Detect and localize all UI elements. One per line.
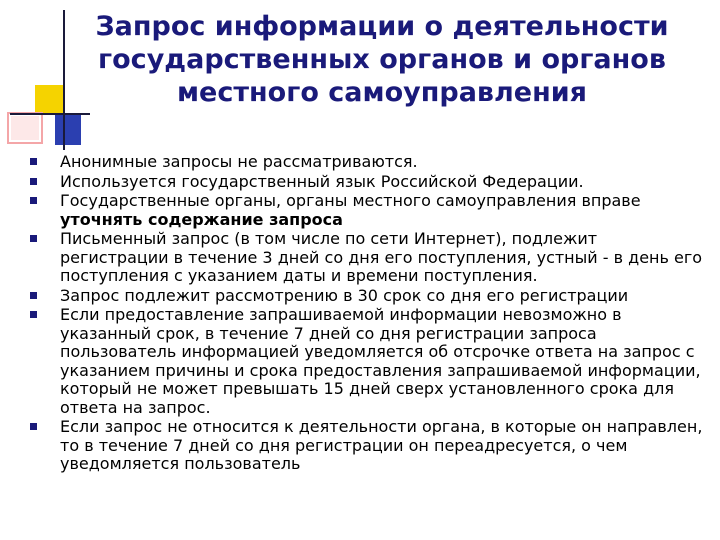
list-item: [28, 230, 710, 286]
title-line: государственных органов и органов: [98, 44, 666, 75]
title-line: местного самоуправления: [176, 77, 588, 108]
slide-title: [62, 10, 702, 109]
list-item-text: Если запрос не относится к деятельности органа, в которые он направлен, то в течение 7 дней со дня регистрации он переадресуется, о чем уведомляется пользователь: [60, 417, 703, 473]
yellow-square: [35, 85, 65, 115]
list-item-text: Письменный запрос (в том числе по сети Интернет), подлежит регистрации в течение 3 дней со дня его поступления, устный - в день его поступления с указанием даты и времени поступления.: [60, 229, 703, 285]
list-item-text: Анонимные запросы не рассматриваются.: [60, 152, 418, 171]
square-bullet-icon: [30, 311, 37, 318]
square-bullet-icon: [30, 423, 37, 430]
list-item-text: Если предоставление запрашиваемой информации невозможно в указанный срок, в течение 7 дней со дня регистрации запроса пользователь информацией уведомляется об отсрочке ответа на запрос с указанием причины и срока предоставления запрашиваемой информации, который не может превышать 15 дней сверх установленного срока для ответа на запрос.: [60, 305, 701, 417]
list-item-text: Государственные органы, органы местного самоуправления вправе: [60, 191, 641, 210]
list-item: [28, 173, 710, 192]
square-bullet-icon: [30, 178, 37, 185]
list-item-text: Запрос подлежит рассмотрению в 30 срок со дня его регистрации: [60, 285, 629, 305]
blue-square: [55, 115, 81, 145]
list-item: [28, 418, 710, 474]
bullet-list: [28, 153, 710, 474]
list-item: [28, 287, 710, 306]
red-square-inner: [11, 116, 39, 140]
square-bullet-icon: [30, 235, 37, 242]
title-line: Запрос информации о деятельности: [95, 11, 669, 42]
square-bullet-icon: [30, 197, 37, 204]
list-item: [28, 192, 710, 229]
list-item-emphasis: уточнять содержание запроса: [60, 209, 343, 229]
list-item: [28, 153, 710, 172]
square-bullet-icon: [30, 158, 37, 165]
list-item-text: Используется государственный язык Российской Федерации.: [60, 171, 584, 191]
square-bullet-icon: [30, 292, 37, 299]
list-item: [28, 306, 710, 417]
